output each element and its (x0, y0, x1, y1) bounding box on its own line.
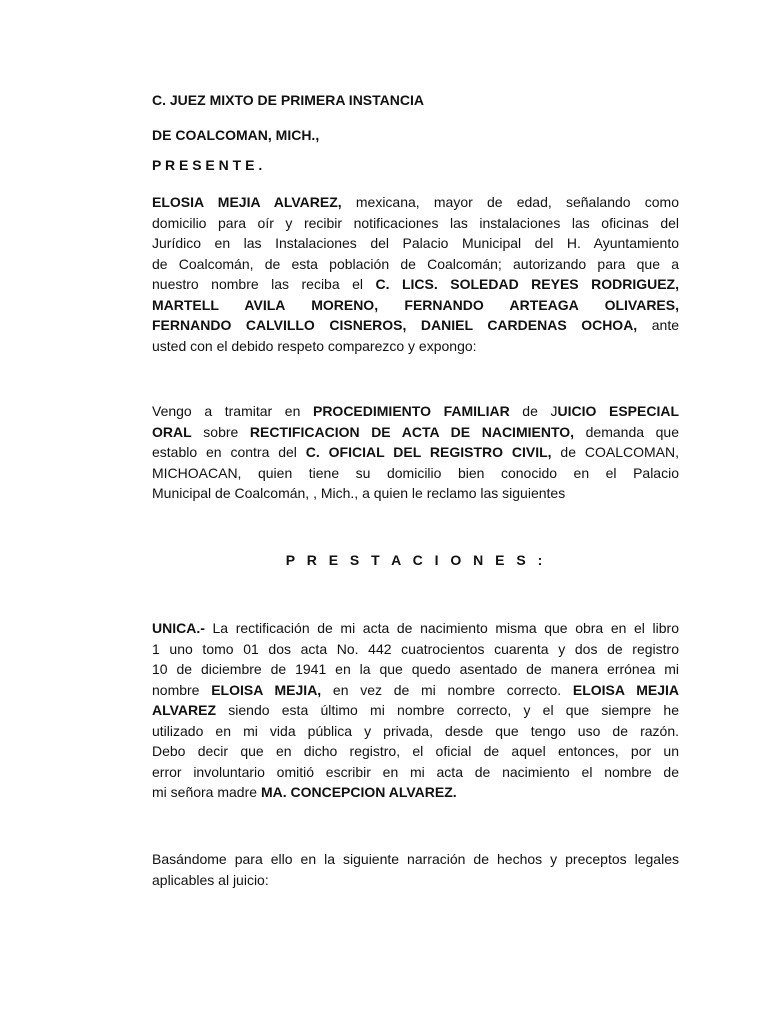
intro-line (152, 274, 679, 295)
unica-line (152, 782, 679, 803)
claim-subject: RECTIFICACION DE ACTA DE NACIMIENTO, (249, 423, 575, 440)
addressee-line-1: C. JUEZ MIXTO DE PRIMERA INSTANCIA (152, 92, 424, 108)
procedure-type: ORAL (152, 423, 192, 440)
unica-line: error involuntario omitió escribir en mi acta de nacimiento el nombre de (152, 763, 679, 780)
claim-text: Vengo a tramitar en (152, 403, 313, 419)
authorized-lawyers: FERNANDO CALVILLO CISNEROS, DANIEL CARDENAS OCHOA, (152, 317, 638, 333)
closing-paragraph (152, 849, 679, 890)
unica-line: 1 uno tomo 01 dos acta No. 442 cuatrocientos cuarenta y dos de registro (152, 640, 679, 657)
intro-paragraph (152, 192, 679, 356)
unica-line: utilizado en mi vida pública y privada, desde que tengo uso de razón. (152, 722, 679, 739)
claim-line (152, 422, 679, 443)
erroneous-name: ELOISA MEJIA, (211, 681, 322, 698)
claim-line (152, 442, 679, 463)
closing-line: Basándome para ello en la siguiente narración de hechos y preceptos legales (152, 851, 679, 867)
unica-line: Debo decir que en dicho registro, el oficial de aquel entonces, por un (152, 743, 679, 759)
intro-line: MARTELL AVILA MORENO, FERNANDO ARTEAGA OLIVARES, (152, 296, 679, 313)
intro-text: nuestro nombre las reciba el (152, 276, 376, 292)
intro-line: usted con el debido respeto comparezco y expongo: (152, 337, 477, 354)
unica-text: en vez de mi nombre correcto. (321, 681, 573, 698)
claim-line: MICHOACAN, quien tiene su domicilio bien conocido en el Palacio (152, 464, 679, 481)
correct-name: ELOISA MEJIA (572, 681, 679, 698)
unica-text: La rectificación de mi acta de nacimiento misma que obra en el libro (204, 620, 679, 636)
correct-name: ALVAREZ (152, 702, 217, 718)
unica-line (152, 618, 679, 639)
claim-paragraph (152, 401, 679, 504)
procedure-type: PROCEDIMIENTO FAMILIAR (312, 403, 510, 419)
claim-text: sobre (191, 423, 250, 440)
claim-line (152, 401, 679, 422)
intro-line (152, 192, 679, 213)
intro-line: domicilio para oír y recibir notificaciones las instalaciones las oficinas del (152, 214, 679, 231)
intro-line: de Coalcomán, de esta población de Coalcomán; autorizando para que a (152, 255, 679, 272)
procedure-type: UICIO ESPECIAL (557, 403, 680, 419)
claim-text: de J (509, 403, 558, 419)
unica-text: nombre (152, 681, 212, 698)
unica-text: mi señora madre (152, 784, 261, 800)
claim-text: establo en contra del (152, 444, 306, 460)
unica-text: siendo esta último mi nombre correcto, y el que siempre he (216, 702, 679, 718)
unica-line: 10 de diciembre de 1941 en la que quedo asentado de manera errónea mi (152, 661, 679, 677)
intro-text: mexicana, mayor de edad, señalando como (341, 194, 680, 210)
unica-line (152, 700, 679, 721)
intro-line: Jurídico en las Instalaciones del Palacio Municipal del H. Ayuntamiento (152, 235, 679, 251)
addressee-line-2: DE COALCOMAN, MICH., (152, 127, 320, 143)
unica-line (152, 680, 679, 701)
authorized-lawyers: C. LICS. SOLEDAD REYES RODRIGUEZ, (375, 276, 679, 292)
presente-heading: P R E S E N T E . (152, 157, 263, 173)
prestaciones-heading: P R E S T A C I O N E S : (285, 552, 547, 568)
claim-text: demanda que (574, 423, 679, 440)
unica-label: UNICA.- (152, 620, 205, 636)
petitioner-name: ELOSIA MEJIA ALVAREZ, (152, 194, 342, 210)
unica-paragraph (152, 618, 679, 803)
closing-line: aplicables al juicio: (152, 871, 269, 888)
mother-name: MA. CONCEPCION ALVAREZ. (260, 784, 457, 800)
intro-text: ante (637, 317, 679, 333)
intro-line (152, 315, 679, 336)
claim-line: Municipal de Coalcomán, , Mich., a quien le reclamo las siguientes (152, 485, 566, 501)
claim-text: de COALCOMAN, (551, 444, 679, 460)
defendant: C. OFICIAL DEL REGISTRO CIVIL, (305, 444, 552, 460)
